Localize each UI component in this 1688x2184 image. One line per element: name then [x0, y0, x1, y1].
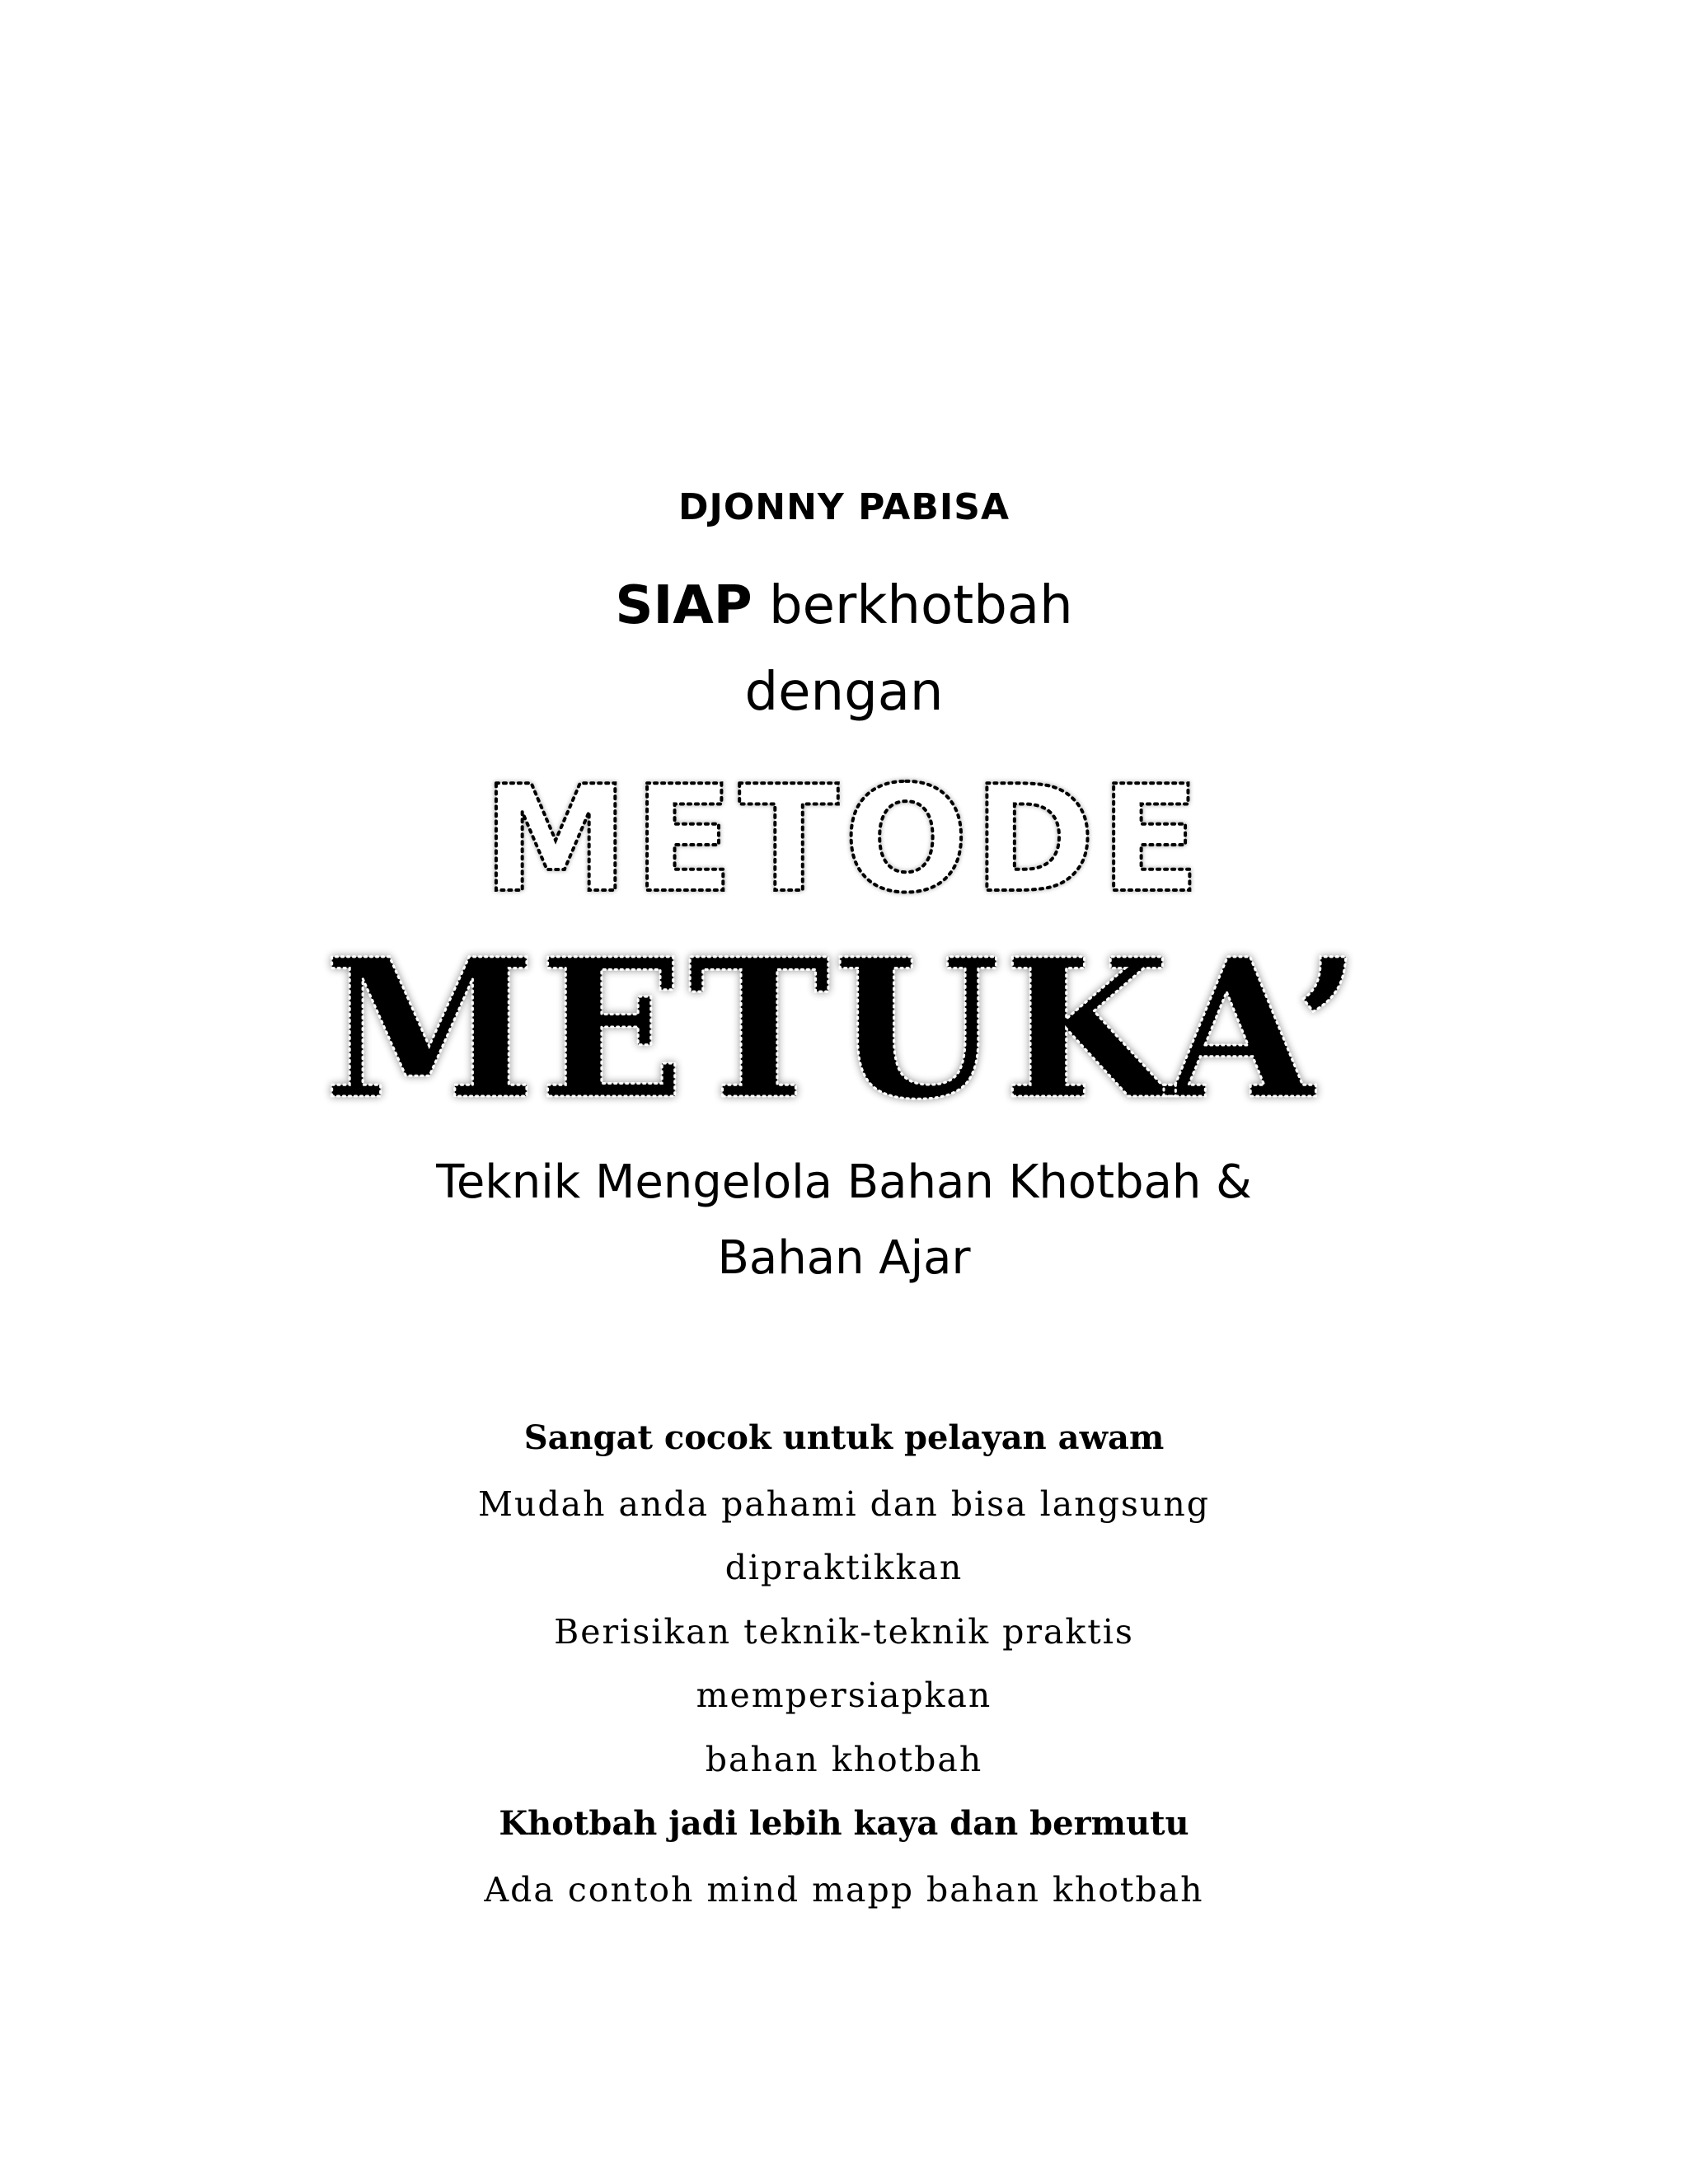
metuka-text: METUKA’: [323, 916, 1365, 1141]
title-metuka: [0, 916, 1688, 1141]
blurb-line: Sangat cocok untuk pelayan awam: [523, 1418, 1165, 1457]
blurb-line: Khotbah jadi lebih kaya dan bermutu: [499, 1804, 1189, 1843]
subtitle-line-2: Bahan Ajar: [717, 1231, 971, 1285]
subtitle-line-1: Teknik Mengelola Bahan Khotbah &: [436, 1155, 1252, 1209]
blurb-line: bahan khotbah: [705, 1740, 983, 1779]
metode-text: METODE: [482, 754, 1206, 925]
metuka-bold-word: [323, 916, 1365, 1141]
metode-outline-word: [473, 754, 1215, 925]
title-line-1: [0, 569, 1688, 643]
blurb-line: Ada contoh mind mapp bahan khotbah: [484, 1870, 1204, 1910]
blurb-line: mempersiapkan: [696, 1675, 992, 1715]
blurb-line: Berisikan teknik-teknik praktis: [554, 1612, 1134, 1652]
blurb-line: dipraktikkan: [724, 1548, 964, 1587]
author-name: DJONNY PABISA: [678, 486, 1010, 528]
title-rest: berkhotbah: [752, 575, 1073, 636]
title-line-2: dengan: [744, 662, 944, 723]
title-metode: [0, 754, 1688, 925]
title-strong-word: SIAP: [615, 575, 753, 636]
blurb-line: Mudah anda pahami dan bisa langsung: [478, 1484, 1210, 1524]
